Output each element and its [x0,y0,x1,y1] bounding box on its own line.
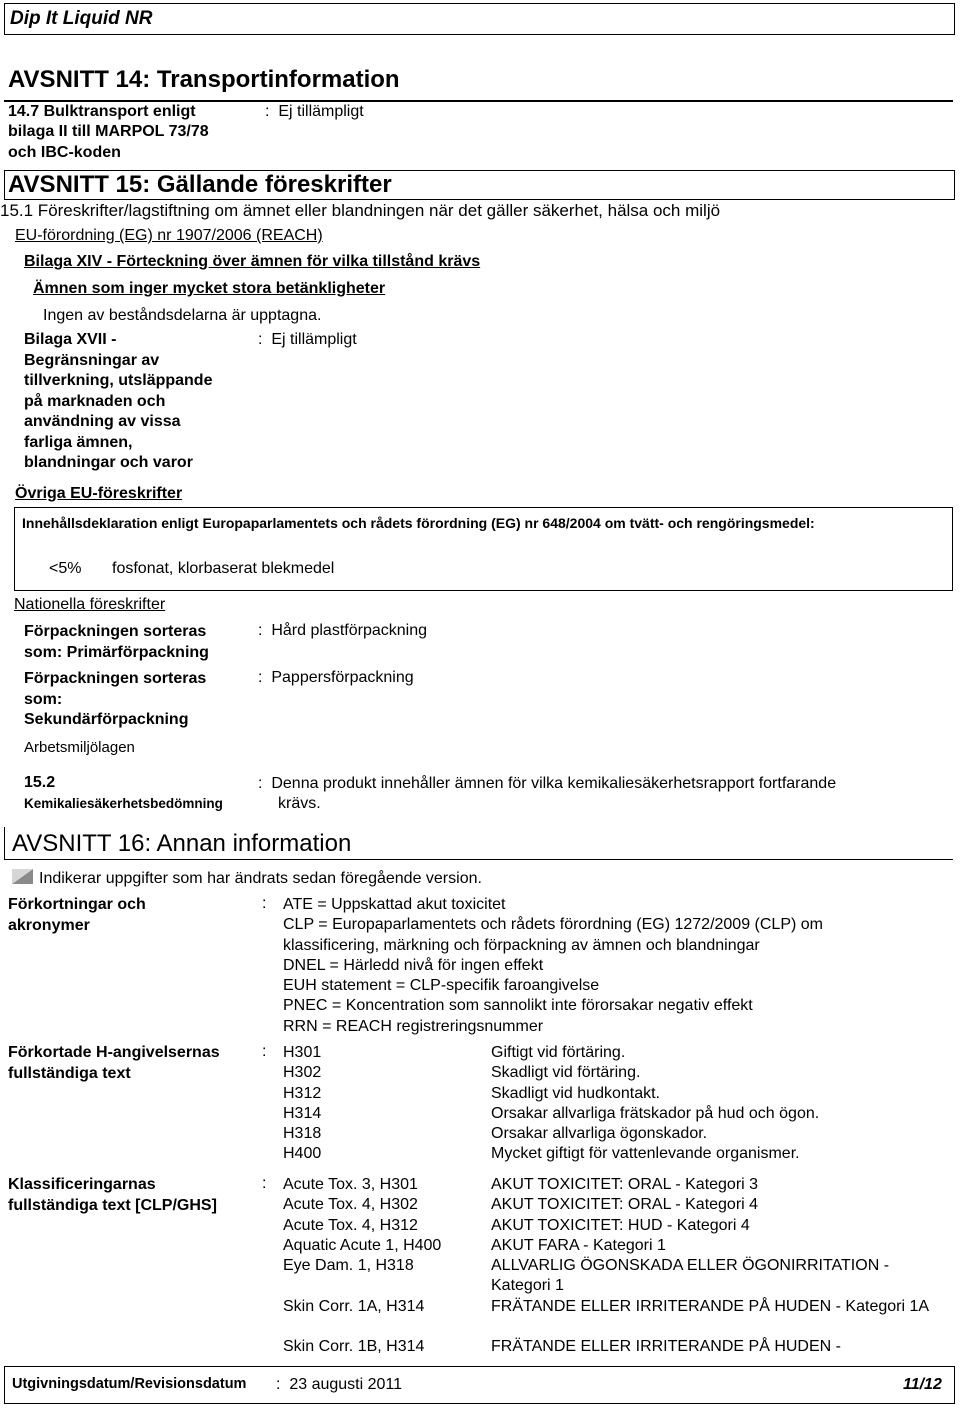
detergent-heading: Innehållsdeklaration enligt Europaparlamentets och rådets förordning (EG) nr 648/2004 om tvätt- och rengöringsmedel: [22,515,815,531]
list-item: Skin Corr. 1A, H314 [283,1297,425,1315]
product-title: Dip It Liquid NR [10,8,153,29]
h-texts [491,1043,819,1165]
list-item: FRÄTANDE ELLER IRRITERANDE PÅ HUDEN - [491,1338,841,1356]
list-item: Eye Dam. 1, H318 [283,1257,414,1275]
list-item: FRÄTANDE ELLER IRRITERANDE PÅ HUDEN - Kategori 1A [491,1297,930,1315]
section14-7-value: : Ej tillämpligt [265,103,364,120]
other-eu-heading: Övriga EU-föreskrifter [15,485,183,502]
list-item: klassificering, märkning och förpackning av ämnen och blandningar [283,936,760,954]
work-env-heading: Arbetsmiljölagen [24,739,135,756]
label-line: Sekundärförpackning [24,711,189,728]
list-item: H400 [283,1145,322,1163]
annex17-value: : Ej tillämpligt [258,331,357,348]
reach-heading: EU-förordning (EG) nr 1907/2006 (REACH) [15,227,323,244]
footer-date-value: : 23 augusti 2011 [276,1376,403,1393]
list-item: H318 [283,1125,322,1143]
label-line: som: [24,690,63,708]
value-text: 23 augusti 2011 [289,1376,403,1393]
annex17-label [24,330,212,474]
label-line: fullständiga text [8,1064,131,1082]
list-item: CLP = Europaparlamentets och rådets förordning (EG) 1272/2009 (CLP) om [283,916,823,934]
list-item: Aquatic Acute 1, H400 [283,1236,442,1254]
label-line: användning av vissa [24,413,181,430]
list-item: Orsakar allvarliga ögonskador. [491,1125,708,1143]
list-item: Skadligt vid hudkontakt. [491,1084,660,1102]
abbr-colon: : [262,895,267,912]
label-line: Begränsningar av [24,351,160,369]
label-line: Förpackningen sorteras [24,623,207,640]
value-text: Ej tillämpligt [278,103,364,120]
label-line: som: Primärförpackning [24,643,209,661]
list-item: Giftigt vid förtäring. [491,1044,626,1061]
value-line: krävs. [278,795,321,813]
clp-codes [283,1175,441,1358]
primary-value: : Hård plastförpackning [258,622,427,639]
list-item: PNEC = Koncentration som sannolikt inte förorsakar negativ effekt [283,997,753,1015]
abbr-list [283,895,823,1037]
section14-title: AVSNITT 14: Transportinformation [8,66,400,93]
label-line: bilaga II till MARPOL 73/78 [8,123,209,141]
value-text: Hård plastförpackning [271,622,427,639]
label-line: och IBC-koden [8,143,121,161]
list-item: Mycket giftigt för vattenlevande organismer. [491,1145,800,1163]
clp-texts [491,1175,951,1358]
svhc-heading: Ämnen som inger mycket stora betänkligheter [33,280,386,297]
footer-date-label: Utgivningsdatum/Revisionsdatum [12,1376,247,1392]
section14-7-label [8,102,209,163]
secondary-value: : Pappersförpackning [258,669,414,686]
list-item: Acute Tox. 4, H312 [283,1216,418,1234]
label-line: Bilaga XVII - [24,331,117,348]
label-line: akronymer [8,916,90,934]
label-line: Klassificeringarnas [8,1176,156,1193]
s152-num: 15.2 [24,774,56,791]
list-item: ALLVARLIG ÖGONSKADA ELLER ÖGONIRRITATION - Kategori 1 [491,1257,890,1295]
detergent-components: fosfonat, klorbaserat blekmedel [112,560,335,577]
clp-label [8,1175,217,1216]
clp-colon: : [262,1175,267,1192]
list-item: Acute Tox. 4, H302 [283,1196,418,1214]
label-line: 14.7 Bulktransport enligt [8,103,196,120]
primary-label [24,622,209,663]
label-line: på marknaden och [24,392,166,410]
label-line: blandningar och varor [24,454,193,471]
h-label [8,1043,220,1084]
list-item: Skin Corr. 1B, H314 [283,1338,425,1356]
label-line: Förkortade H-angivelsernas [8,1044,220,1061]
value-text: Ej tillämpligt [271,331,357,348]
list-item: Orsakar allvarliga frätskador på hud och ögon. [491,1104,820,1122]
annex14-heading: Bilaga XIV - Förteckning över ämnen för vilka tillstånd krävs [24,253,481,270]
list-item: EUH statement = CLP-specifik faroangivelse [283,977,600,995]
list-item: DNEL = Härledd nivå för ingen effekt [283,956,544,974]
list-item: Skadligt vid förtäring. [491,1064,641,1082]
s152-label: Kemikaliesäkerhetsbedömning [24,796,223,811]
s152-value: : Denna produkt innehåller ämnen för vilka kemikaliesäkerhetsrapport fortfarande krävs. [258,774,836,815]
abbr-label [8,895,146,936]
list-item: AKUT TOXICITET: ORAL - Kategori 3 [491,1176,759,1193]
label-line: Förpackningen sorteras [24,670,207,687]
section15-title: AVSNITT 15: Gällande föreskrifter [8,171,392,198]
national-heading: Nationella föreskrifter [14,596,166,613]
h-codes [283,1043,321,1165]
list-item: ATE = Uppskattad akut toxicitet [283,896,506,913]
list-item: H301 [283,1044,322,1061]
svhc-value: Ingen av beståndsdelarna är upptagna. [43,307,322,324]
detergent-pct: <5% [49,560,82,577]
label-line: Förkortningar och [8,896,146,913]
list-item: Acute Tox. 3, H301 [283,1176,418,1193]
list-item: RRN = REACH registreringsnummer [283,1017,544,1035]
list-item: AKUT FARA - Kategori 1 [491,1236,666,1254]
changed-marker-icon [12,869,34,885]
label-line: tillverkning, utsläppande [24,372,213,389]
section16-left-rule [4,827,5,859]
section16-title: AVSNITT 16: Annan information [12,830,352,857]
section15-1-heading: 15.1 Föreskrifter/lagstiftning om ämnet eller blandningen när det gäller säkerhet, hälsa och miljö [0,201,721,220]
list-item: H312 [283,1084,322,1102]
changed-note: Indikerar uppgifter som har ändrats sedan föregående version. [39,870,482,887]
secondary-label [24,669,206,731]
label-line: fullständiga text [CLP/GHS] [8,1196,217,1214]
list-item: H314 [283,1104,322,1122]
list-item: H302 [283,1064,322,1082]
h-colon: : [262,1043,267,1060]
list-item: AKUT TOXICITET: HUD - Kategori 4 [491,1216,750,1234]
value-line: Denna produkt innehåller ämnen för vilka kemikaliesäkerhetsrapport fortfarande [271,775,837,792]
list-item: AKUT TOXICITET: ORAL - Kategori 4 [491,1196,759,1214]
label-line: farliga ämnen, [24,433,133,451]
value-text: Pappersförpackning [271,669,414,686]
page-number: 11/12 [903,1376,942,1393]
